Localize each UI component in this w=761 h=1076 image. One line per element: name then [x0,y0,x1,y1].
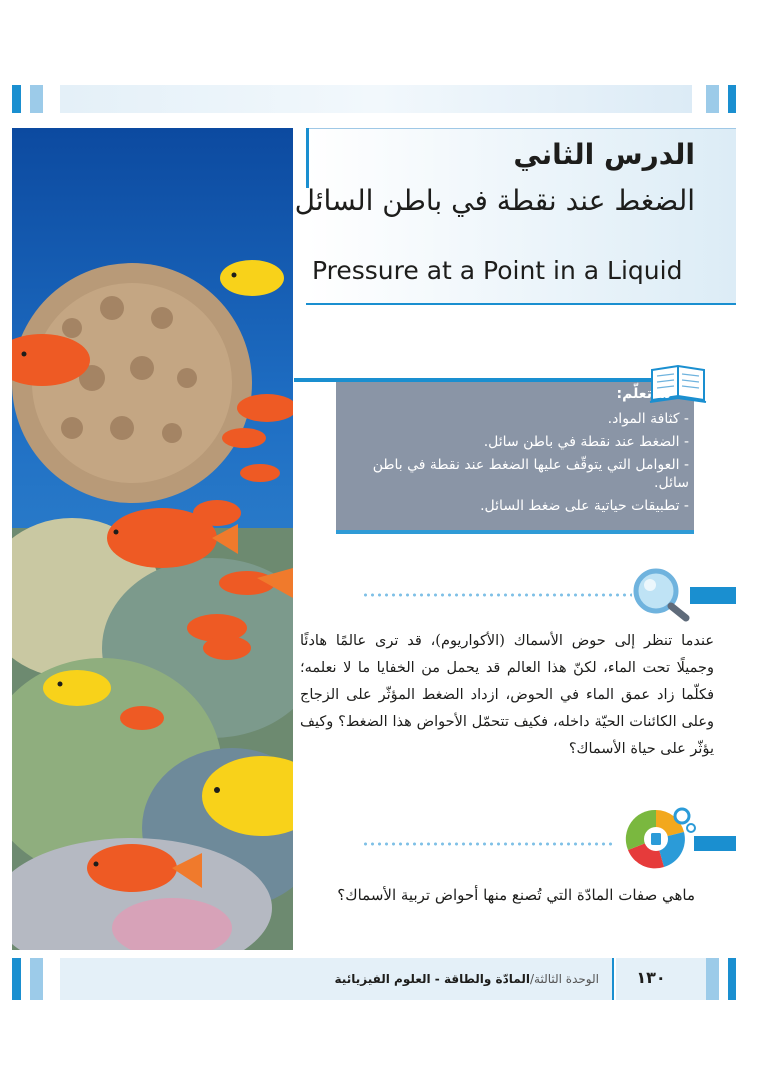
objective-item: - العوامل التي يتوقّف عليها الضغط عند نقطة في باطن سائل. [372,457,689,491]
title-panel-top-border [306,128,736,129]
objectives-box-underline [336,530,694,534]
footer-divider [612,958,614,1000]
intro-paragraph: عندما تنظر إلى حوض الأسماك (الأكواريوم)، قد ترى عالمًا هادئًا وجميلًا تحت الماء، لكنّ هذا العالم قد يحمل من الخفايا ما لا نعلمه؛ فكلّما زاد عمق الماء في الحوض، ازداد الضغط المؤثّر على الزجاج وعلى الكائنات الحيّة داخله، فكيف تتحمّل الأحواض هذا الضغط؟ وكيف يؤثّر على حياة الأسماك؟ [300,633,714,757]
footer-subject: المادّة والطاقة - العلوم الفيزيائية [334,972,530,986]
discussion-question: ماهي صفات المادّة التي تُصنع منها أحواض تربية الأسماك؟ [337,886,695,904]
dotted-divider [362,593,632,597]
lesson-title-english: Pressure at a Point in a Liquid [312,256,683,285]
page-number: ١٣٠ [636,968,666,987]
lesson-label: الدرس الثاني [513,138,695,171]
magnifier-accent-bar [690,587,736,604]
magnifier-icon [628,566,692,622]
title-panel-bottom-border [306,303,736,305]
top-decorative-strip [0,85,761,113]
objective-item: - الضغط عند نقطة في باطن سائل. [483,434,689,450]
objectives-list [349,410,689,520]
science-gear-icon [620,806,696,872]
objective-item: - تطبيقات حياتية على ضغط السائل. [480,498,689,514]
footer-unit-title [335,972,599,986]
objective-item: - كثافة المواد. [607,411,689,427]
objectives-heading: سأتعلّم: [616,386,671,402]
coral-reef-photo [12,128,293,950]
gear-accent-bar [694,836,736,851]
title-panel-left-border [306,128,309,188]
lesson-title-arabic: الضغط عند نقطة في باطن السائل [294,184,695,217]
dotted-divider [362,842,616,846]
footer-unit: الوحدة الثالثة/ [529,972,599,986]
